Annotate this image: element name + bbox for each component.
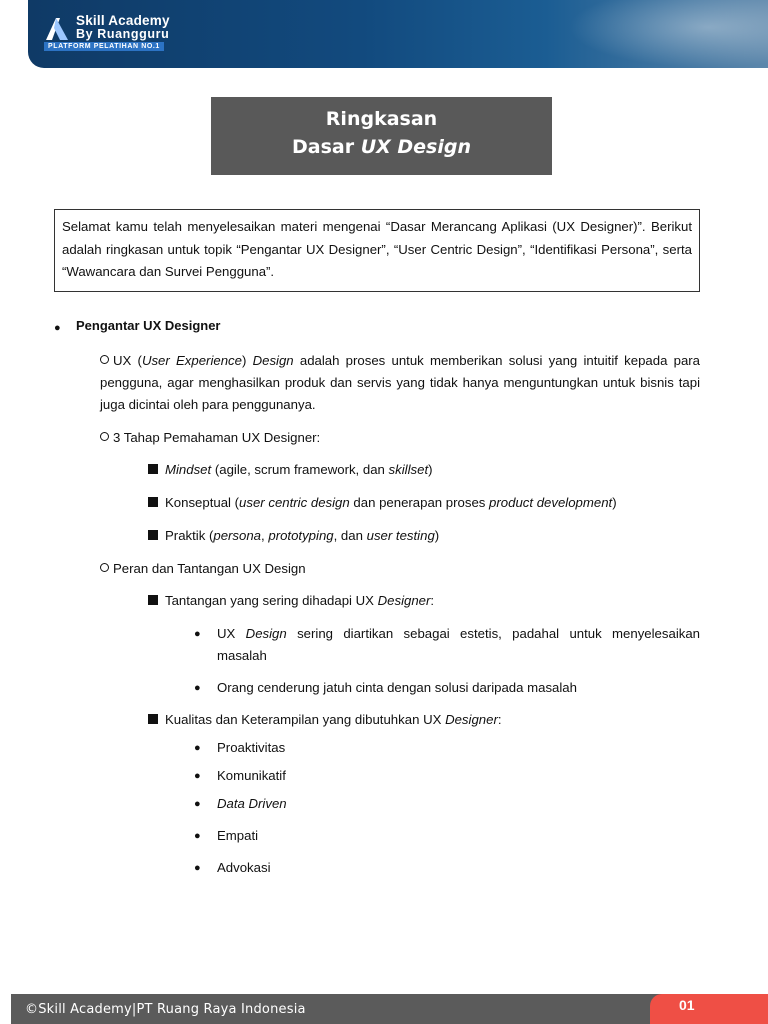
tahap-title: 3 Tahap Pemahaman UX Designer: [113,430,321,445]
header-decoration [568,0,768,68]
text-span: Design [252,353,294,368]
square-bullet-icon [148,464,158,474]
text-span: UX [217,626,246,641]
ux-definition [100,350,700,416]
footer-copyright: ©Skill Academy|PT Ruang Raya Indonesia [25,1002,306,1017]
bullet-icon: ● [194,628,201,640]
square-bullet-icon [148,497,158,507]
text-span: Praktik ( [165,528,214,543]
page-number: 01 [679,997,695,1013]
text-span: Konseptual ( [165,495,240,510]
text-span: persona [213,528,262,543]
text-span: prototyping [268,528,334,543]
text-span: Designer [377,593,431,608]
text-span: product development [489,495,613,510]
kualitas-item: Data Driven [217,796,287,811]
tahap-heading [100,427,320,449]
bullet-icon: ● [194,770,201,782]
peran-title: Peran dan Tantangan UX Design [113,561,306,576]
text-span: Tantangan yang sering dihadapi UX [165,593,378,608]
tantangan-item-2: Orang cenderung jatuh cinta dengan solusi daripada masalah [217,680,577,695]
bullet-icon: ● [194,798,201,810]
brand-tagline: PLATFORM PELATIHAN NO.1 [44,42,164,51]
text-span: ) [241,353,253,368]
tahap-item-konseptual [148,492,617,514]
kualitas-heading [148,709,502,731]
text-span: ) [612,495,617,510]
header-banner [28,0,768,68]
text-span: user centric design [239,495,350,510]
text-span: Mindset [165,462,212,477]
text-span: adalah proses untuk memberikan solusi yang intuitif kepada para pengguna, agar menghasilkan produk dan servis yang tidak hanya menguntungkan untuk bisnis tapi juga dicintai oleh para penggunanya. [100,353,701,412]
tantangan-item-1 [217,623,700,667]
text-span: , [261,528,269,543]
text-span: user testing [366,528,435,543]
bullet-icon: ● [194,862,201,874]
section-title: Pengantar UX Designer [76,318,221,333]
bullet-icon: ● [194,682,201,694]
kualitas-item: Empati [217,828,259,843]
kualitas-item: Komunikatif [217,768,286,783]
kualitas-item: Proaktivitas [217,740,286,755]
page-title-line1: Ringkasan [325,108,438,130]
circle-bullet-icon [100,563,109,572]
text-span: UX ( [113,353,142,368]
text-span: dan penerapan proses [349,495,490,510]
square-bullet-icon [148,714,158,724]
bullet-icon: ● [194,742,201,754]
square-bullet-icon [148,530,158,540]
page-number-badge [650,994,768,1024]
text-span: , dan [333,528,367,543]
title-prefix: Dasar [291,136,361,158]
title-italic: UX Design [360,136,472,158]
text-span: skillset [388,462,429,477]
text-span: Designer [445,712,498,727]
text-span: sering diartikan sebagai estetis, padahal untuk menyelesaikan masalah [217,626,701,663]
skill-academy-logo-icon [44,16,70,42]
tahap-item-praktik [148,525,439,547]
text-span: : [430,593,435,608]
page-title-box [211,97,552,175]
footer-bar [11,994,768,1024]
text-span: User Experience [141,353,242,368]
bullet-icon: ● [194,830,201,842]
brand-subtitle: By Ruangguru [76,27,170,41]
circle-bullet-icon [100,432,109,441]
text-span: ) [428,462,433,477]
circle-bullet-icon [100,355,109,364]
text-span: Kualitas dan Keterampilan yang dibutuhkan UX [165,712,446,727]
brand-name: Skill Academy [76,13,170,28]
tantangan-heading [148,590,434,612]
text-span: (agile, scrum framework, dan [211,462,389,477]
text-span: : [497,712,502,727]
square-bullet-icon [148,595,158,605]
bullet-icon: ● [54,322,61,334]
intro-paragraph: Selamat kamu telah menyelesaikan materi mengenai “Dasar Merancang Aplikasi (UX Designer)”. Berikut adalah ringkasan untuk topik “Pengantar UX Designer”, “User Centric Design”, “Identifikasi Persona”, serta “Wawancara dan Survei Pengguna”. [54,209,700,292]
kualitas-item: Advokasi [217,860,271,875]
text-span: Design [245,626,287,641]
text-span: ) [434,528,440,543]
page-title-line2 [211,133,552,161]
tahap-item-mindset [148,459,433,481]
peran-heading [100,558,306,580]
